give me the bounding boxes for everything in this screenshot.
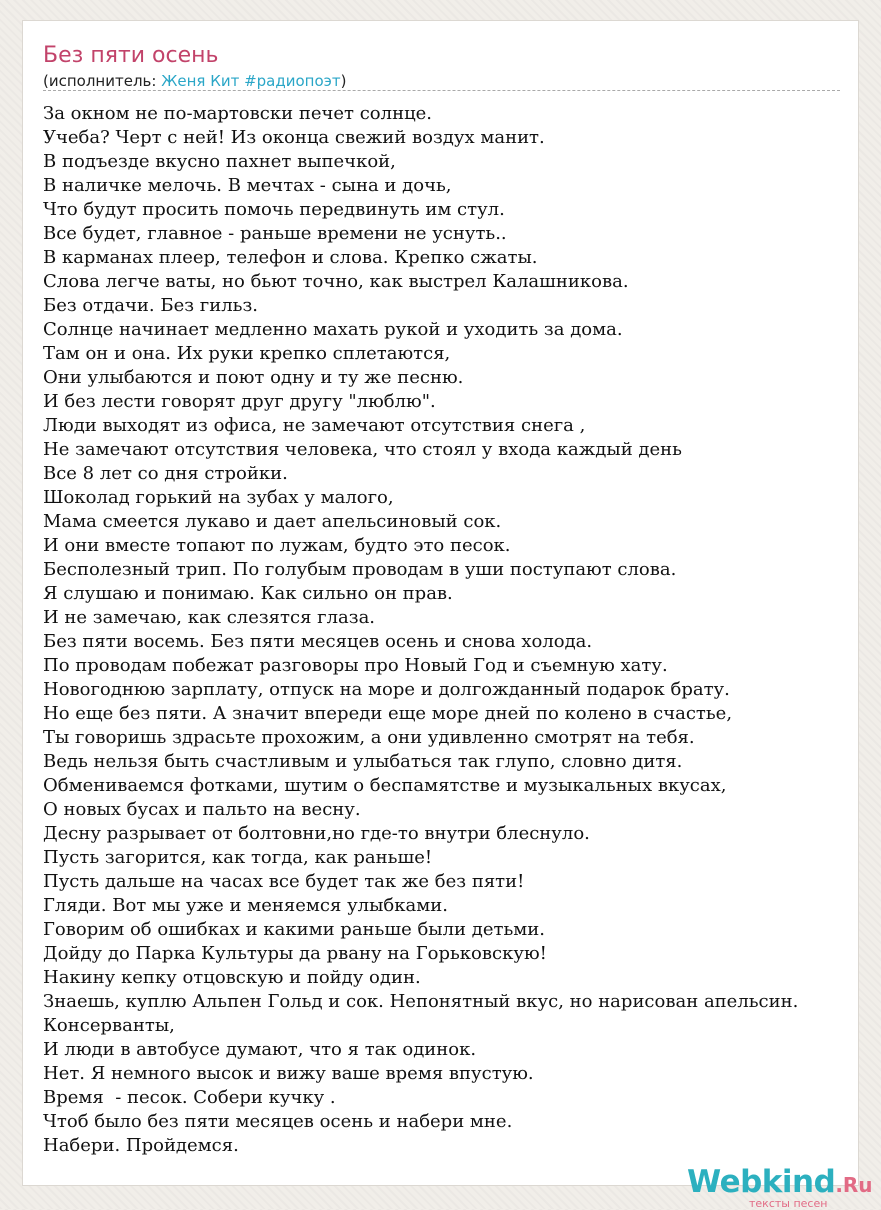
lyric-line: Пусть дальше на часах все будет так же без пяти! bbox=[43, 871, 525, 892]
lyric-line: Без отдачи. Без гильз. bbox=[43, 295, 258, 316]
lyric-line: Я слушаю и понимаю. Как сильно он прав. bbox=[43, 583, 453, 604]
lyric-line: Они улыбаются и поют одну и ту же песню. bbox=[43, 367, 464, 388]
logo-tld-text: .Ru bbox=[835, 1173, 873, 1197]
lyric-line: Ведь нельзя быть счастливым и улыбаться так глупо, словно дитя. bbox=[43, 751, 683, 772]
performer-suffix: ) bbox=[340, 72, 347, 90]
lyric-line: Накину кепку отцовскую и пойду один. bbox=[43, 967, 421, 988]
performer-line bbox=[43, 72, 346, 90]
lyric-line: Все будет, главное - раньше времени не уснуть.. bbox=[43, 223, 507, 244]
webkind-logo[interactable] bbox=[687, 1164, 873, 1210]
lyric-line: Бесполезный трип. По голубым проводам в уши поступают слова. bbox=[43, 559, 677, 580]
lyric-line: Что будут просить помочь передвинуть им стул. bbox=[43, 199, 505, 220]
lyric-line: И без лести говорят друг другу "люблю". bbox=[43, 391, 436, 412]
lyric-line: Все 8 лет со дня стройки. bbox=[43, 463, 288, 484]
lyric-line: И они вместе топают по лужам, будто это песок. bbox=[43, 535, 511, 556]
lyric-line: Чтоб было без пяти месяцев осень и набери мне. bbox=[43, 1111, 513, 1132]
lyric-line: Пусть загорится, как тогда, как раньше! bbox=[43, 847, 433, 868]
lyric-line: Гляди. Вот мы уже и меняемся улыбками. bbox=[43, 895, 448, 916]
title-divider bbox=[43, 90, 840, 91]
lyric-line: Учеба? Черт с ней! Из оконца свежий воздух манит. bbox=[43, 127, 545, 148]
lyric-line: О новых бусах и пальто на весну. bbox=[43, 799, 361, 820]
lyric-line: Люди выходят из офиса, не замечают отсутствия снега , bbox=[43, 415, 586, 436]
lyric-line: В подъезде вкусно пахнет выпечкой, bbox=[43, 151, 396, 172]
lyric-line: И не замечаю, как слезятся глаза. bbox=[43, 607, 376, 628]
lyric-line: Десну разрывает от болтовни,но где-то внутри блеснуло. bbox=[43, 823, 590, 844]
lyric-line: Дойду до Парка Культуры да рвану на Горьковскую! bbox=[43, 943, 547, 964]
lyric-line: В карманах плеер, телефон и слова. Крепко сжаты. bbox=[43, 247, 538, 268]
lyric-line: Знаешь, куплю Альпен Гольд и сок. Непонятный вкус, но нарисован апельсин. bbox=[43, 991, 799, 1012]
lyric-line: По проводам побежат разговоры про Новый Год и съемную хату. bbox=[43, 655, 668, 676]
lyric-line: Не замечают отсутствия человека, что стоял у входа каждый день bbox=[43, 439, 682, 460]
lyric-line: В наличке мелочь. В мечтах - сына и дочь, bbox=[43, 175, 452, 196]
lyric-line: Шоколад горький на зубах у малого, bbox=[43, 487, 394, 508]
song-title: Без пяти осень bbox=[43, 43, 219, 68]
lyric-line: Мама смеется лукаво и дает апельсиновый сок. bbox=[43, 511, 502, 532]
lyric-line: Консерванты, bbox=[43, 1015, 175, 1036]
lyric-line: Без пяти восемь. Без пяти месяцев осень и снова холода. bbox=[43, 631, 593, 652]
lyric-line: Солнце начинает медленно махать рукой и уходить за дома. bbox=[43, 319, 623, 340]
lyrics-text bbox=[43, 102, 881, 1158]
lyric-line: Нет. Я немного высок и вижу ваше время впустую. bbox=[43, 1063, 534, 1084]
lyric-line: Обмениваемся фотками, шутим о беспамятстве и музыкальных вкусах, bbox=[43, 775, 727, 796]
lyric-line: Новогоднюю зарплату, отпуск на море и долгожданный подарок брату. bbox=[43, 679, 730, 700]
performer-prefix: (исполнитель: bbox=[43, 72, 162, 90]
lyric-line: Там он и она. Их руки крепко сплетаются, bbox=[43, 343, 451, 364]
lyric-line: Время - песок. Собери кучку . bbox=[43, 1087, 336, 1108]
performer-link[interactable]: Женя Кит #радиопоэт bbox=[161, 72, 341, 90]
lyric-line: И люди в автобусе думают, что я так одинок. bbox=[43, 1039, 477, 1060]
lyric-line: Говорим об ошибках и какими раньше были детьми. bbox=[43, 919, 545, 940]
lyric-line: За окном не по-мартовски печет солнце. bbox=[43, 103, 433, 124]
logo-subtitle: тексты песен bbox=[749, 1197, 828, 1210]
logo-main-text: Webkind bbox=[687, 1164, 836, 1200]
lyric-line: Но еще без пяти. А значит впереди еще море дней по колено в счастье, bbox=[43, 703, 733, 724]
lyrics-card bbox=[22, 20, 873, 1210]
lyric-line: Ты говоришь здрасьте прохожим, а они удивленно смотрят на тебя. bbox=[43, 727, 695, 748]
lyric-line: Слова легче ваты, но бьют точно, как выстрел Калашникова. bbox=[43, 271, 629, 292]
lyric-line: Набери. Пройдемся. bbox=[43, 1135, 239, 1156]
